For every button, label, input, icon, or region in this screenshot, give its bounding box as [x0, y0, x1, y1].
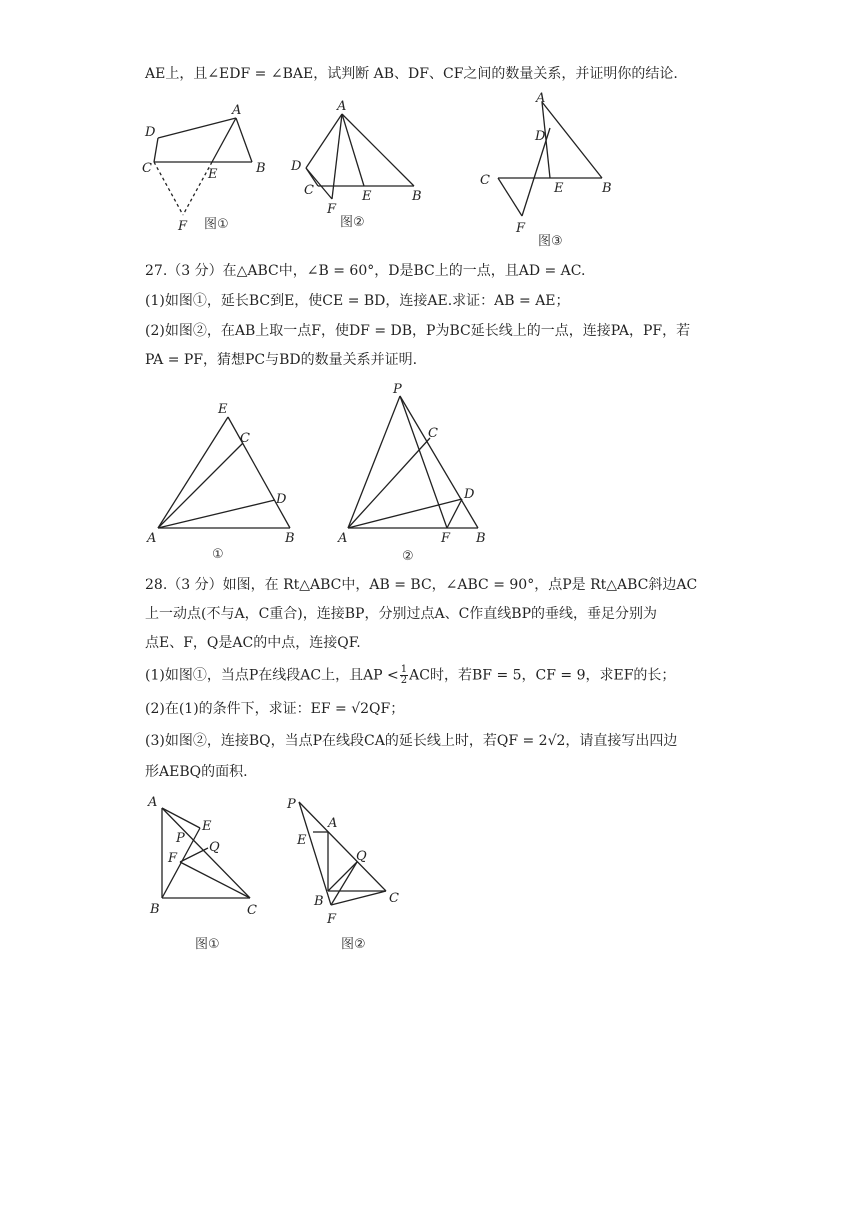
label-B: B — [150, 902, 160, 917]
label-E: E — [554, 181, 564, 196]
label-D: D — [535, 129, 546, 144]
q27-part2-cont: PA = PF，猜想PC与BD的数量关系并证明. — [145, 352, 418, 368]
figure-caption: 图② — [341, 937, 366, 952]
fraction-numerator: 1 — [400, 664, 408, 675]
figure-caption: 图① — [195, 937, 220, 952]
label-C: C — [247, 903, 257, 918]
figure-caption: 图③ — [538, 234, 563, 249]
label-D: D — [276, 492, 287, 507]
label-C: C — [480, 173, 490, 188]
label-B: B — [256, 161, 266, 176]
label-E: E — [202, 819, 212, 834]
label-E: E — [362, 189, 372, 204]
label-E: E — [208, 167, 218, 182]
label-A: A — [232, 103, 242, 118]
label-P: P — [393, 382, 402, 397]
q28-stem: 28.（3 分）如图，在 Rt△ABC中，AB = BC，∠ABC = 90°，点P是 Rt△ABC斜边AC — [145, 577, 698, 593]
fraction-denominator: 2 — [400, 675, 408, 686]
q28-figure-2 — [283, 790, 413, 960]
label-F: F — [516, 221, 526, 236]
q28-stem-cont: 上一动点(不与A，C重合)，连接BP，分别过点A、C作直线BP的垂线，垂足分别为 — [145, 606, 657, 622]
label-C: C — [428, 426, 438, 441]
q28-part3-cont: 形AEBQ的面积. — [145, 764, 248, 780]
q26-text-line: AE上，且∠EDF = ∠BAE，试判断 AB、DF、CF之间的数量关系，并证明你的结论. — [145, 66, 678, 82]
label-P: P — [287, 797, 296, 812]
label-B: B — [602, 181, 612, 196]
fraction-one-half — [400, 665, 408, 686]
label-D: D — [291, 159, 302, 174]
q27-figure-1 — [145, 395, 315, 575]
label-B: B — [314, 894, 324, 909]
label-Q: Q — [209, 840, 220, 855]
label-B: B — [285, 531, 295, 546]
q26-figure-1 — [140, 100, 280, 240]
label-P: P — [176, 831, 185, 846]
q27-part1: (1)如图①，延长BC到E，使CE = BD，连接AE.求证：AB = AE； — [145, 293, 570, 309]
q28-part2: (2)在(1)的条件下，求证：EF = √2QF； — [145, 701, 405, 717]
q27-figure-2 — [335, 380, 505, 570]
label-E: E — [218, 402, 228, 417]
label-A: A — [337, 99, 347, 114]
q27-stem: 27.（3 分）在△ABC中，∠B = 60°，D是BC上的一点，且AD = AC. — [145, 263, 586, 279]
label-A: A — [147, 531, 157, 546]
q28-part1-text-a: (1)如图①，当点P在线段AC上，且AP < — [145, 667, 399, 684]
label-C: C — [240, 431, 250, 446]
label-A: A — [148, 795, 158, 810]
label-A: A — [536, 91, 546, 106]
label-F: F — [168, 851, 178, 866]
q28-part1 — [145, 665, 675, 686]
label-Q: Q — [356, 849, 367, 864]
figure-caption: 图① — [204, 217, 229, 232]
q28-stem-cont2: 点E、F，Q是AC的中点，连接QF. — [145, 635, 361, 651]
label-F: F — [327, 912, 337, 927]
label-B: B — [412, 189, 422, 204]
label-F: F — [178, 219, 188, 234]
label-F: F — [441, 531, 451, 546]
label-C: C — [389, 891, 399, 906]
q28-part3: (3)如图②，连接BQ，当点P在线段CA的延长线上时，若QF = 2√2，请直接写出四边 — [145, 733, 678, 749]
label-F: F — [327, 202, 337, 217]
q26-figure-3 — [470, 88, 620, 248]
label-A: A — [338, 531, 348, 546]
q27-part2: (2)如图②，在AB上取一点F，使DF = DB，P为BC延长线上的一点，连接PA，PF，若 — [145, 323, 691, 339]
label-D: D — [464, 487, 475, 502]
label-E: E — [297, 833, 307, 848]
q28-part1-text-b: AC时，若BF = 5，CF = 9，求EF的长； — [409, 667, 676, 684]
label-B: B — [476, 531, 486, 546]
figure-caption: ② — [402, 549, 414, 564]
q28-figure-1 — [140, 790, 270, 960]
label-D: D — [145, 125, 156, 140]
figure-caption: 图② — [340, 215, 365, 230]
label-C: C — [304, 183, 314, 198]
figure-caption: ① — [212, 547, 224, 562]
q26-figure-2 — [288, 96, 428, 236]
label-A: A — [328, 816, 338, 831]
label-C: C — [142, 161, 152, 176]
